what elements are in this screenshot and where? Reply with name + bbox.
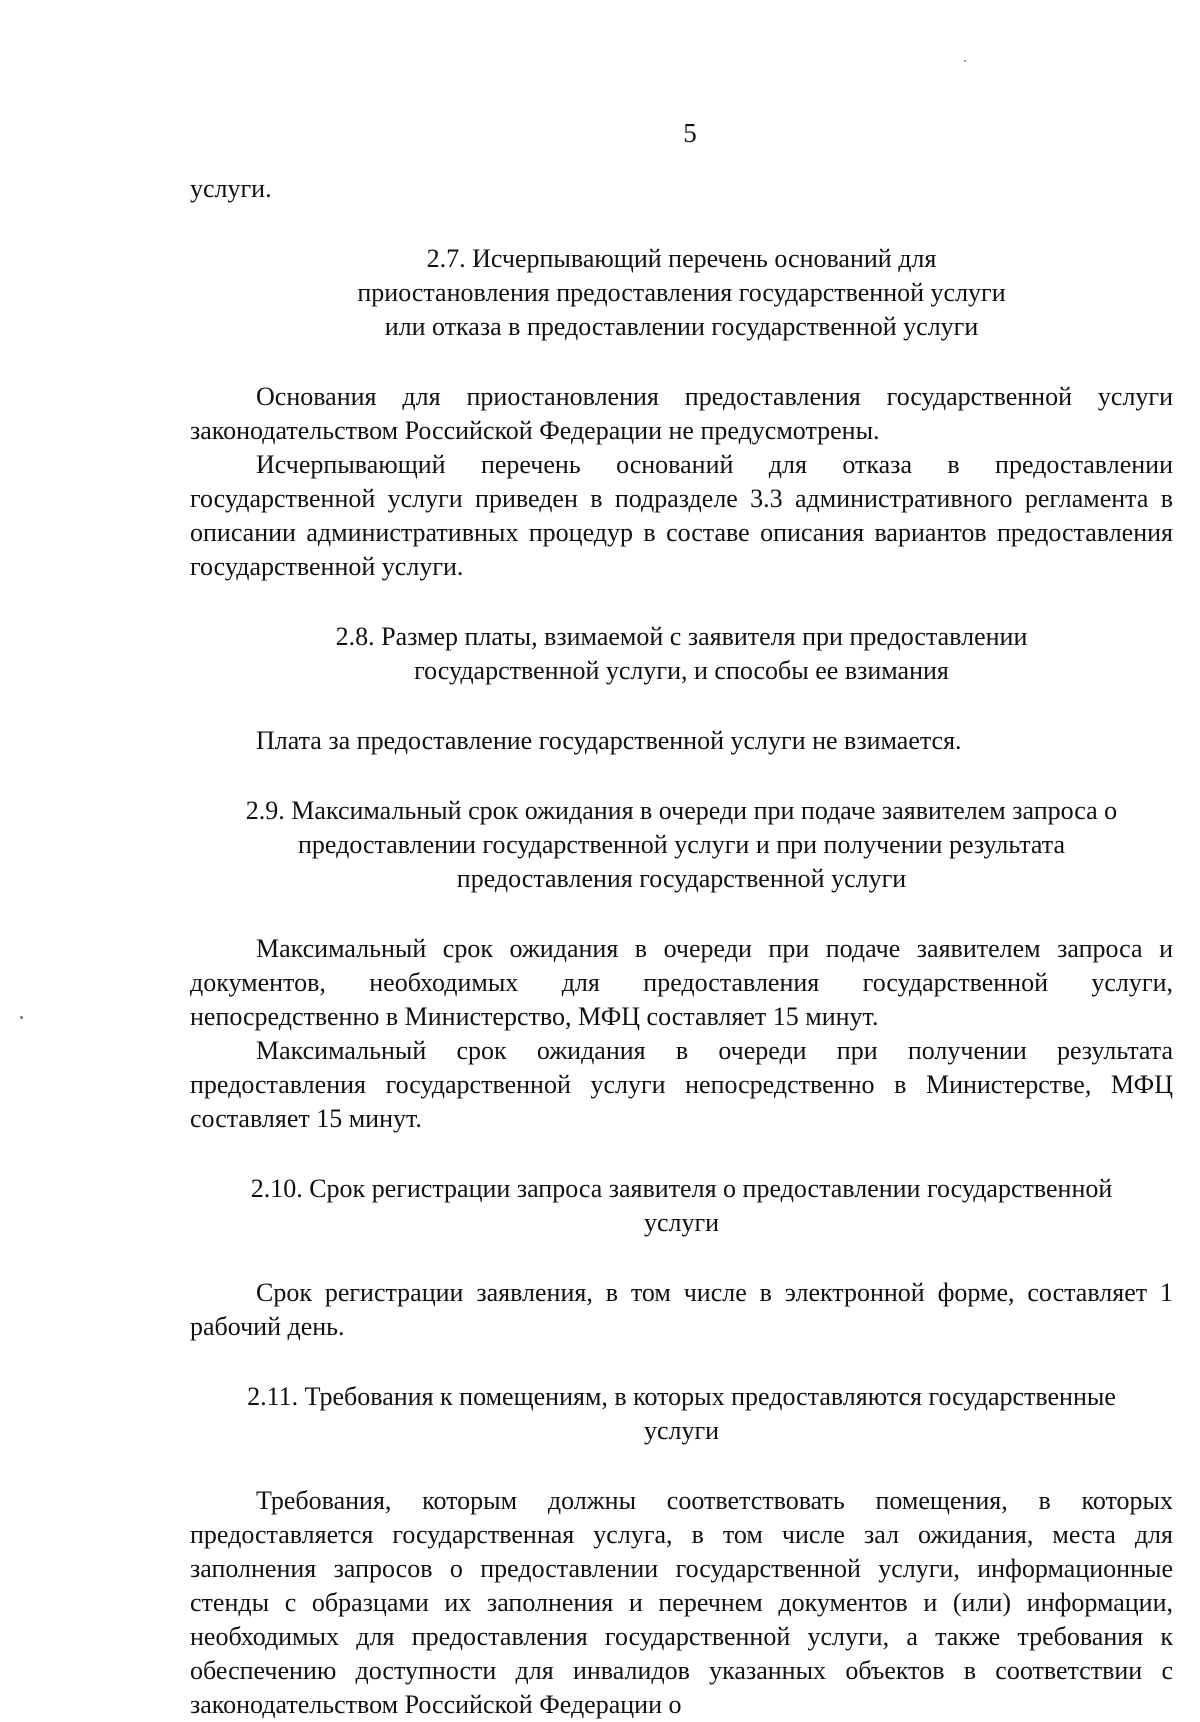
section-heading: 2.8. Размер платы, взимаемой с заявителя при предоставлении государственной услуги, и способы ее взимания	[335, 622, 1028, 685]
paragraph: Срок регистрации заявления, в том числе в электронной форме, составляет 1 рабочий день.	[190, 1278, 1173, 1341]
section-2-9	[190, 794, 1173, 1136]
section-2-11	[190, 1380, 1173, 1722]
section-heading: 2.7. Исчерпывающий перечень оснований для приостановления предоставления государственной услуги или отказа в предоставлении государственной услуги	[357, 244, 1006, 341]
section-2-7	[190, 242, 1173, 584]
paragraph: Исчерпывающий перечень оснований для отказа в предоставлении государственной услуги приведен в подразделе 3.3 административного регламента в описании административных процедур в составе описания вариантов предоставления государственной услуги.	[190, 450, 1173, 581]
section-heading: 2.9. Максимальный срок ожидания в очереди при подаче заявителем запроса о предоставлении государственной услуги и при получении результата предоставления государственной услуги	[245, 796, 1118, 893]
paragraph: Максимальный срок ожидания в очереди при получении результата предоставления государственной услуги непосредственно в Министерстве, МФЦ составляет 15 минут.	[190, 1036, 1173, 1133]
scan-speck	[964, 60, 966, 62]
paragraph: Требования, которым должны соответствовать помещения, в которых предоставляется государственная услуга, в том числе зал ожидания, места для заполнения запросов о предоставлении государственной услуги, информационные стенды с образцами их заполнения и перечнем документов и (или) информации, необходимых для предоставления государственной услуги, а также требования к обеспечению доступности для инвалидов указанных объектов в соответствии с законодательством Российской Федерации о	[190, 1486, 1173, 1719]
carryover-text: услуги.	[190, 174, 272, 203]
section-2-10	[190, 1172, 1173, 1344]
page-number: 5	[683, 118, 697, 148]
paragraph: Основания для приостановления предоставления государственной услуги законодательством Российской Федерации не предусмотрены.	[190, 382, 1173, 445]
section-2-8	[190, 620, 1173, 758]
paragraph: Максимальный срок ожидания в очереди при подаче заявителем запроса и документов, необходимых для предоставления государственной услуги, непосредственно в Министерство, МФЦ составляет 15 минут.	[190, 934, 1173, 1031]
page-body	[190, 172, 1173, 1722]
paragraph: Плата за предоставление государственной услуги не взимается.	[256, 726, 962, 755]
scan-speck	[20, 1016, 23, 1019]
section-heading: 2.10. Срок регистрации запроса заявителя о предоставлении государственной услуги	[250, 1174, 1113, 1237]
section-heading: 2.11. Требования к помещениям, в которых предоставляются государственные услуги	[247, 1382, 1116, 1445]
